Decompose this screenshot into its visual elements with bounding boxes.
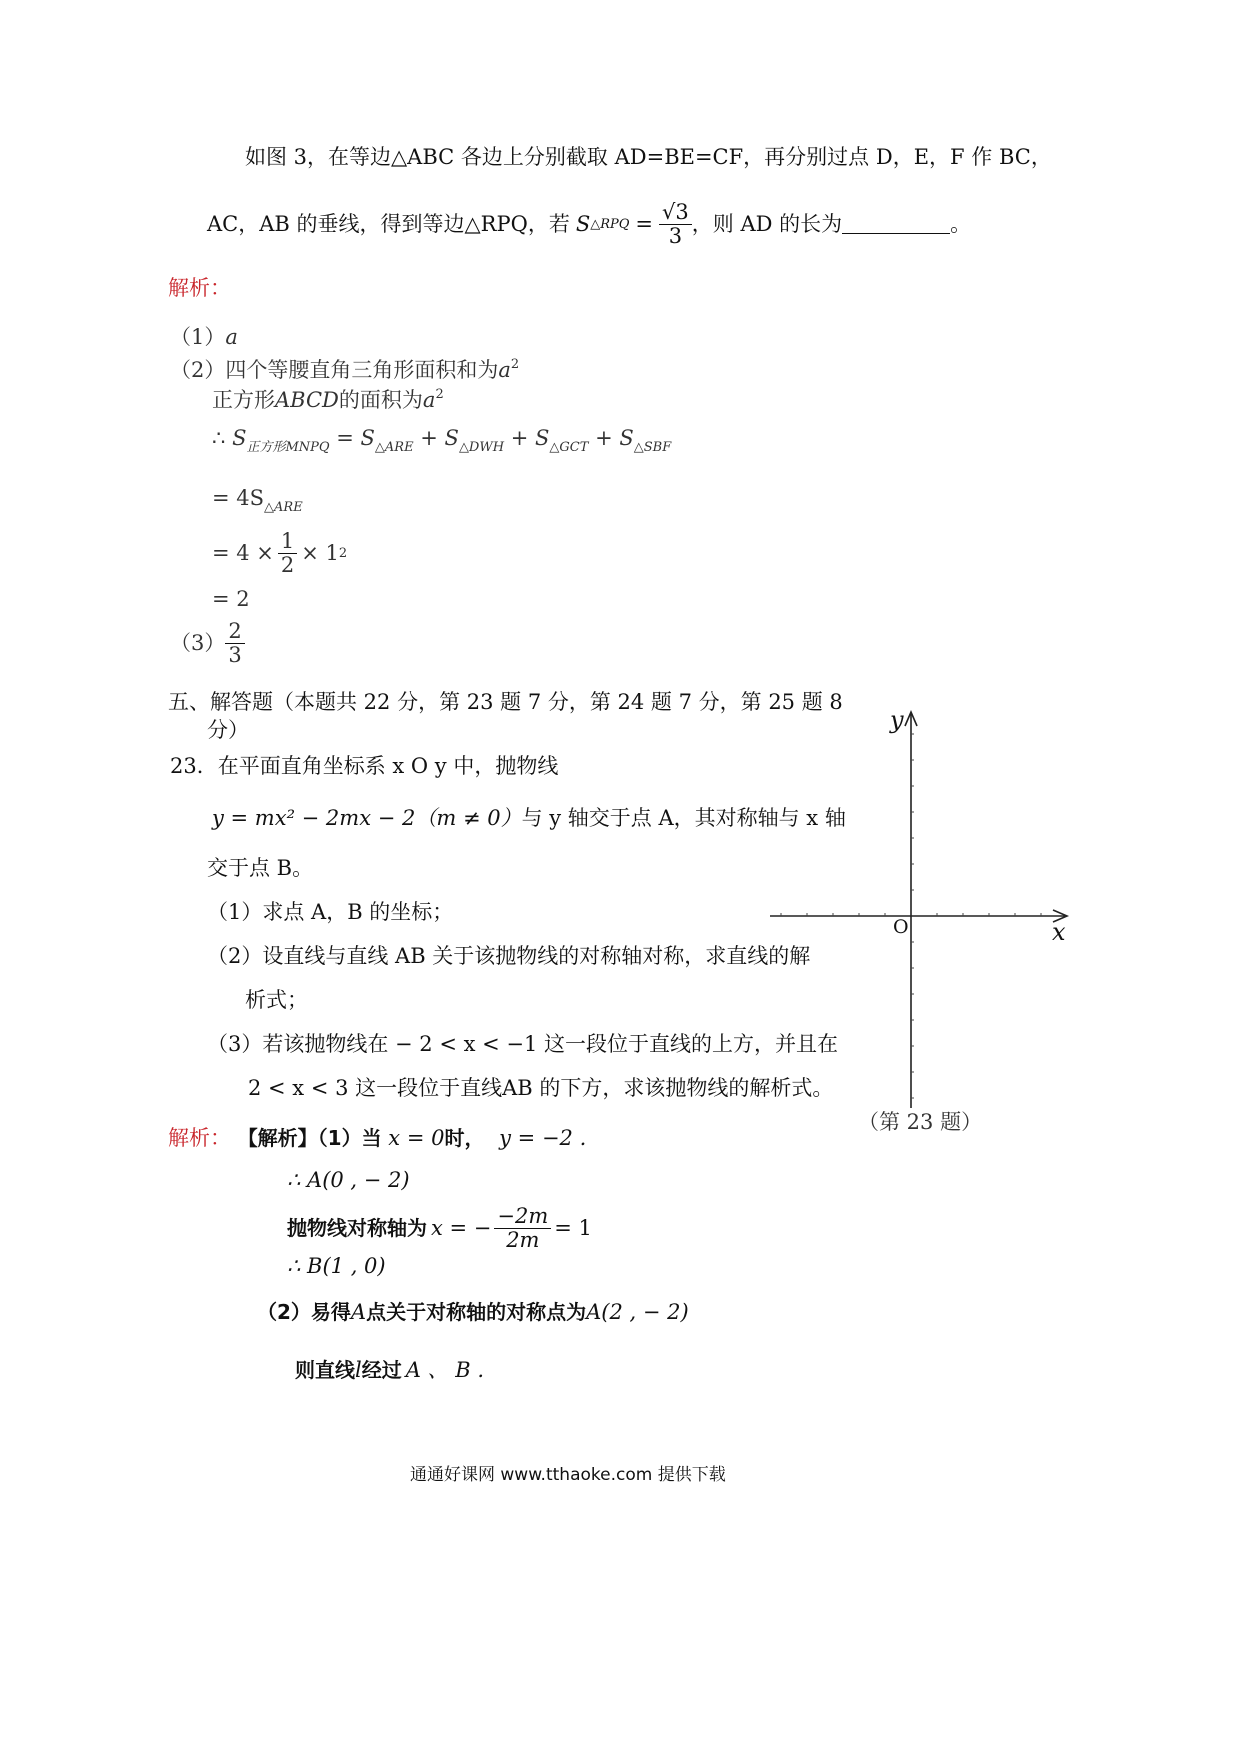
eq2-sub: △ARE bbox=[264, 500, 303, 515]
sol2-part2-result: A(2 , − 2) bbox=[586, 1300, 689, 1324]
q23-stem-line-3: 交于点 B。 bbox=[207, 856, 314, 880]
sqrt3-over-3-fraction bbox=[659, 201, 692, 246]
sol1-part1-label: （1） bbox=[170, 325, 226, 349]
x-axis-label: x bbox=[1052, 918, 1066, 946]
eq2-text: = 4S bbox=[212, 486, 265, 510]
sol2-line-l-result: A 、 B . bbox=[405, 1358, 485, 1382]
sol1-part3-numerator: 2 bbox=[225, 620, 244, 643]
sol2-line-1 bbox=[168, 1128, 586, 1149]
sol2-head: 【解析】（1）当 bbox=[237, 1126, 382, 1150]
q23-parabola-equation: y = mx² − 2mx − 2（m ≠ 0） bbox=[212, 806, 522, 830]
sol2-part2-line bbox=[257, 1302, 689, 1323]
y-axis-label: y bbox=[890, 706, 904, 734]
sol1-part3-denominator: 3 bbox=[228, 642, 242, 667]
analysis-label-2: 解析： bbox=[168, 1126, 231, 1150]
eq1-sub: 正方形MNPQ bbox=[246, 440, 330, 455]
sol1-part2-label: （2） bbox=[170, 358, 226, 382]
area-symbol: S bbox=[575, 211, 591, 236]
eq1-plus-1: + S bbox=[420, 426, 459, 450]
sol2-part2-prefix: （2）易得 bbox=[257, 1300, 351, 1324]
sol2-axis-numerator: −2m bbox=[494, 1205, 551, 1228]
sol1-area-var: a bbox=[422, 388, 436, 412]
eq1-term4-sub: △SBF bbox=[633, 440, 672, 455]
sol2-axis-text: 抛物线对称轴为 bbox=[287, 1216, 427, 1240]
eq3-numerator: 1 bbox=[278, 530, 297, 553]
eq1-plus-2: + S bbox=[510, 426, 550, 450]
analysis-label-1: 解析： bbox=[168, 276, 231, 300]
eq1-term3-sub: △GCT bbox=[549, 440, 589, 455]
therefore-symbol: ∴ bbox=[212, 426, 226, 450]
sol1-part2-text: 四个等腰直角三角形面积和为 bbox=[225, 358, 499, 382]
page-footer: 通通好课网 www.tthaoke.com 提供下载 bbox=[410, 1465, 726, 1485]
fraction-denominator: 3 bbox=[668, 223, 683, 248]
figure-caption: （第 23 题） bbox=[858, 1110, 983, 1134]
sol2-axis-fraction bbox=[494, 1205, 551, 1250]
q23-part-1: （1）求点 A，B 的坐标； bbox=[207, 900, 454, 924]
eq1-S: S bbox=[232, 426, 247, 450]
problem-line-1: 如图 3，在等边△ABC 各边上分别截取 AD=BE=CF，再分别过点 D，E，F 作 BC， bbox=[245, 145, 1052, 169]
sol2-axis-eq: x = − bbox=[431, 1215, 492, 1240]
eq1-plus-3: + S bbox=[595, 426, 634, 450]
sol1-equation-2 bbox=[212, 488, 303, 514]
sol1-equation-3 bbox=[212, 528, 347, 578]
sol1-area-exp: 2 bbox=[435, 387, 444, 402]
sol1-part3-fraction bbox=[225, 620, 244, 665]
section5-line-1: 五、解答题（本题共 22 分，第 23 题 7 分，第 24 题 7 分，第 25 题 8 bbox=[168, 690, 843, 714]
sol2-line-l-text: 经过 bbox=[361, 1358, 402, 1382]
sol1-part2-line2 bbox=[212, 388, 444, 411]
q23-part-2-line-2: 析式； bbox=[245, 988, 308, 1012]
q23-stem-line-2-text: 与 y 轴交于点 A，其对称轴与 x 轴 bbox=[521, 806, 846, 830]
sol2-line-l-var: l bbox=[355, 1358, 362, 1382]
sol1-part3-label: （3） bbox=[170, 630, 226, 655]
area-subscript: △RPQ bbox=[590, 216, 630, 232]
eq3-exp: 2 bbox=[338, 545, 348, 561]
eq3-prefix: = 4 × bbox=[212, 540, 274, 565]
eq3-denominator: 2 bbox=[280, 552, 295, 577]
sol2-line-l bbox=[295, 1360, 484, 1381]
problem-line-2 bbox=[207, 196, 971, 252]
sol1-part2-exp: 2 bbox=[510, 357, 520, 372]
sol1-equation-1 bbox=[212, 428, 671, 454]
section5-line-2: 分） bbox=[207, 718, 249, 742]
sol1-part2-var: a bbox=[498, 358, 511, 382]
eq1-rhs: = S bbox=[336, 426, 375, 450]
sol1-equation-4: = 2 bbox=[212, 587, 250, 611]
sol2-point-B: ∴ B(1 , 0) bbox=[287, 1254, 386, 1278]
sol2-part2-var: A bbox=[350, 1300, 367, 1324]
sol2-head-result: y = −2 . bbox=[499, 1126, 587, 1150]
q23-part-3-line-1: （3）若该抛物线在 − 2 < x < −1 这一段位于直线的上方，并且在 bbox=[207, 1032, 839, 1056]
equals-sign: = bbox=[635, 211, 654, 236]
eq1-term1-sub: △ARE bbox=[374, 440, 414, 455]
sol2-point-A: ∴ A(0 , − 2) bbox=[287, 1168, 410, 1192]
answer-blank bbox=[842, 215, 950, 234]
q23-part-3-line-2: 2 < x < 3 这一段位于直线AB 的下方，求该抛物线的解析式。 bbox=[248, 1076, 834, 1100]
q23-stem-line-1: 23．在平面直角坐标系 x O y 中，抛物线 bbox=[170, 754, 559, 778]
sol1-square-name: ABCD bbox=[275, 388, 339, 412]
sol1-part1 bbox=[170, 327, 238, 348]
problem-line-2-end-text: ，则 AD 的长为 bbox=[691, 211, 843, 236]
sol2-condition: x = 0 bbox=[388, 1126, 445, 1150]
q23-part-2-line-1: （2）设直线与直线 AB 关于该抛物线的对称轴对称，求直线的解 bbox=[207, 944, 811, 968]
sol2-line-l-prefix: 则直线 bbox=[295, 1358, 355, 1382]
sol1-area-text: 的面积为 bbox=[338, 388, 423, 412]
problem-line-2-text: AC，AB 的垂线，得到等边△RPQ，若 bbox=[207, 211, 570, 236]
eq3-half-fraction bbox=[278, 530, 297, 575]
sol2-axis-denominator: 2m bbox=[506, 1227, 540, 1252]
sol1-part1-value: a bbox=[225, 325, 238, 349]
q23-stem-line-2 bbox=[212, 808, 846, 829]
sol2-part2-text: 点关于对称轴的对称点为 bbox=[366, 1300, 587, 1324]
sol1-square-text: 正方形 bbox=[212, 388, 275, 412]
eq1-term2-sub: △DWH bbox=[458, 440, 505, 455]
origin-label: O bbox=[893, 916, 909, 938]
coordinate-figure bbox=[765, 700, 1085, 1130]
fraction-numerator: √3 bbox=[659, 201, 692, 224]
sol1-part2-line1 bbox=[170, 358, 519, 381]
sol1-part3 bbox=[170, 618, 245, 668]
eq3-suffix: × 1 bbox=[301, 540, 339, 565]
sol2-axis-line bbox=[287, 1200, 592, 1256]
sol2-head-suffix: 时， bbox=[444, 1126, 485, 1150]
sol2-axis-result: = 1 bbox=[554, 1215, 592, 1240]
problem-line-2-period: 。 bbox=[950, 211, 972, 236]
